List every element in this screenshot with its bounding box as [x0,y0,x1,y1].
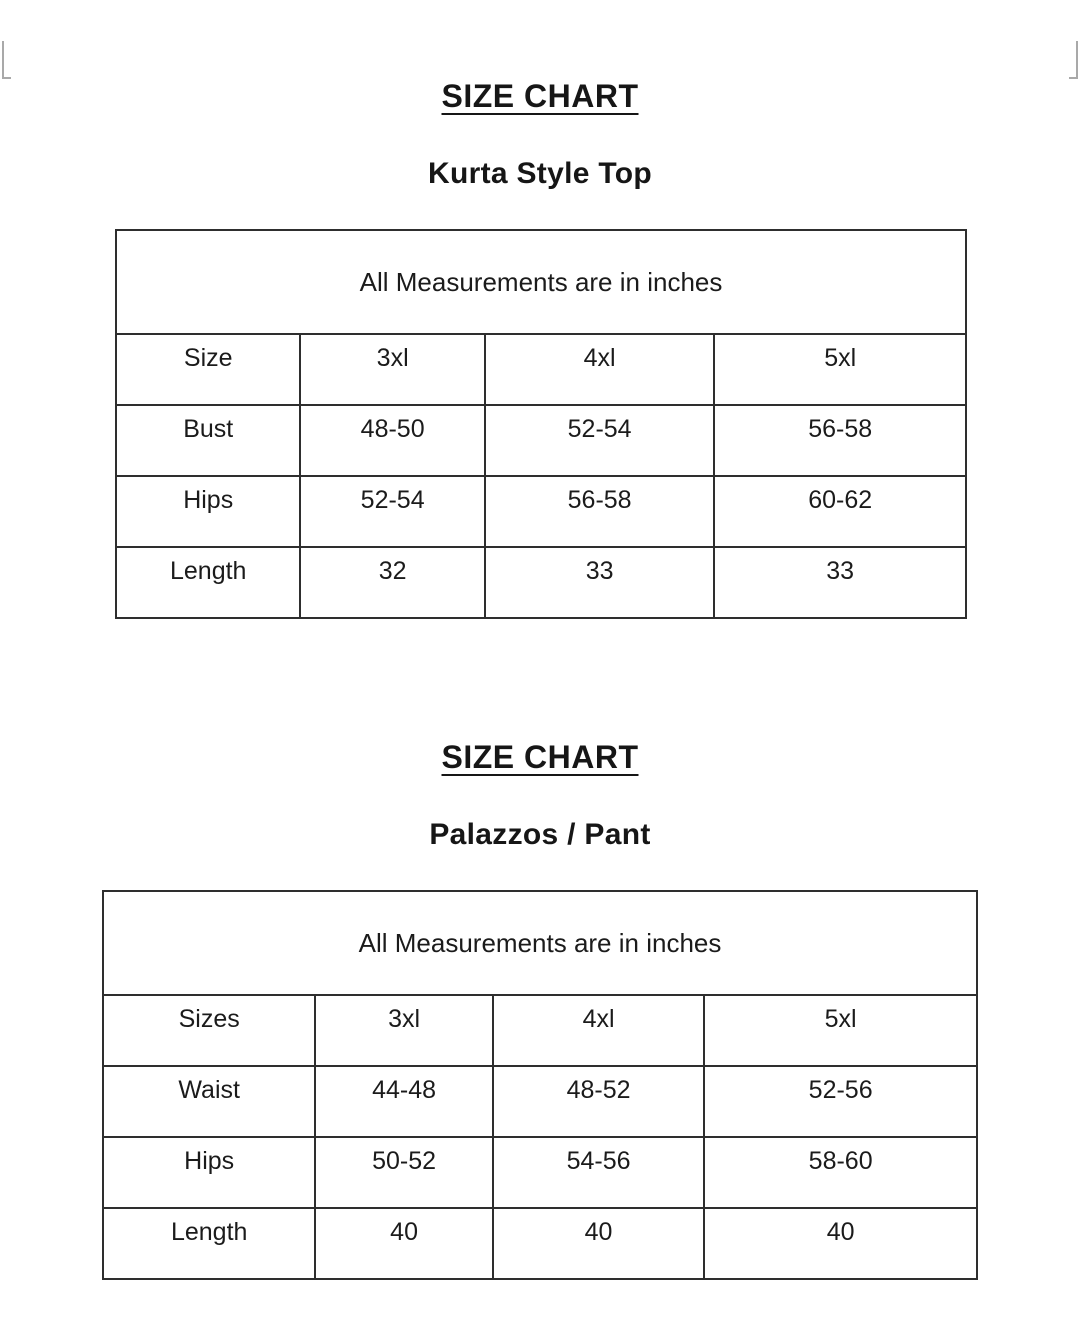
cell-value: 52-56 [704,1066,977,1137]
size-chart-title-bottom: SIZE CHART [441,739,639,775]
row-label: Size [116,334,300,405]
cell-value: 54-56 [493,1137,705,1208]
cell-value: 40 [493,1208,705,1279]
cell-value: 33 [485,547,715,618]
cell-value: 4xl [493,995,705,1066]
cell-value: 58-60 [704,1137,977,1208]
cell-value: 52-54 [485,405,715,476]
palazzo-pant-section [0,739,1080,1280]
table-row-size [116,334,966,405]
table-header-row [116,230,966,334]
kurta-size-table [115,229,967,619]
garment-subtitle-top: Kurta Style Top [428,157,652,190]
cell-value: 56-58 [714,405,966,476]
table-row-bust [116,405,966,476]
row-label: Sizes [103,995,315,1066]
cell-value: 32 [300,547,484,618]
garment-subtitle-bottom: Palazzos / Pant [429,818,651,851]
cell-value: 3xl [315,995,492,1066]
right-edge-crop-mark [1069,41,1078,79]
cell-value: 5xl [704,995,977,1066]
row-label: Bust [116,405,300,476]
cell-value: 50-52 [315,1137,492,1208]
cell-value: 60-62 [714,476,966,547]
cell-value: 5xl [714,334,966,405]
cell-value: 40 [704,1208,977,1279]
row-label: Length [103,1208,315,1279]
cell-value: 56-58 [485,476,715,547]
table-row-hips [116,476,966,547]
cell-value: 44-48 [315,1066,492,1137]
cell-value: 40 [315,1208,492,1279]
kurta-top-section [0,0,1080,619]
table-row-hips [103,1137,977,1208]
cell-value: 4xl [485,334,715,405]
palazzo-size-table [102,890,978,1280]
cell-value: 48-52 [493,1066,705,1137]
measurement-units-note: All Measurements are in inches [116,230,966,334]
size-chart-title-top: SIZE CHART [441,78,639,114]
table-row-waist [103,1066,977,1137]
row-label: Hips [116,476,300,547]
cell-value: 52-54 [300,476,484,547]
table-header-row [103,891,977,995]
row-label: Waist [103,1066,315,1137]
table-row-sizes [103,995,977,1066]
measurement-units-note: All Measurements are in inches [103,891,977,995]
table-row-length [116,547,966,618]
row-label: Length [116,547,300,618]
row-label: Hips [103,1137,315,1208]
cell-value: 48-50 [300,405,484,476]
cell-value: 33 [714,547,966,618]
table-row-length [103,1208,977,1279]
cell-value: 3xl [300,334,484,405]
left-edge-crop-mark [2,41,11,79]
